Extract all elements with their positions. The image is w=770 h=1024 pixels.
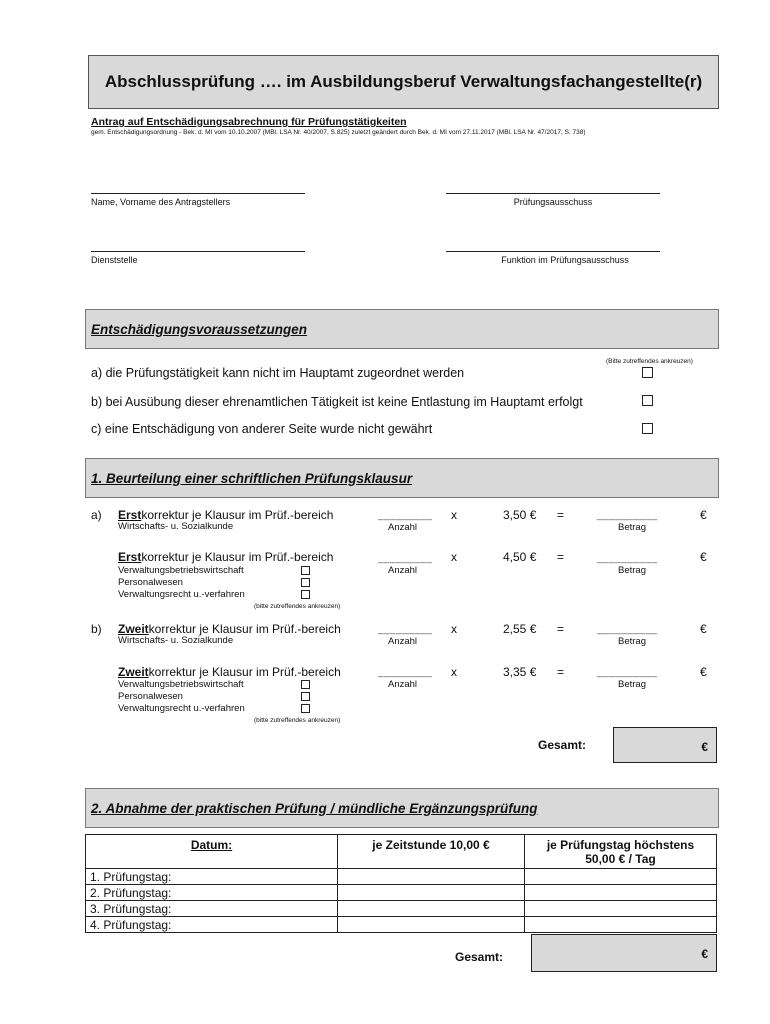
table-row <box>86 901 717 917</box>
row-label-4[interactable]: 4. Prüfungstag: <box>86 917 338 933</box>
anzahl-input-2[interactable]: _________ <box>378 553 433 564</box>
anzahl-input-3[interactable]: _________ <box>378 624 433 635</box>
tag-cell-4[interactable] <box>525 917 717 933</box>
betrag-label-1: Betrag <box>618 522 646 533</box>
table-row <box>86 917 717 933</box>
area-recht-1: Verwaltungsrecht u.-verfahren <box>118 589 245 600</box>
checkbox-personal-1[interactable] <box>301 578 310 587</box>
row-label-3[interactable]: 3. Prüfungstag: <box>86 901 338 917</box>
ausschuss-line[interactable] <box>446 193 660 194</box>
betrag-input-2[interactable]: __________ <box>597 553 658 564</box>
section2-header <box>85 788 719 828</box>
area-vbw-2: Verwaltungsbetriebswirtschaft <box>118 679 244 690</box>
equals-3: = <box>557 622 565 636</box>
anzahl-label-1: Anzahl <box>388 522 418 533</box>
anzahl-label-4: Anzahl <box>388 679 418 690</box>
anzahl-label-2: Anzahl <box>388 565 418 576</box>
pruefungstag-table <box>85 834 717 933</box>
section1-header <box>85 458 719 498</box>
section2-gesamt-field[interactable]: € <box>531 934 717 972</box>
checkbox-vbw-2[interactable] <box>301 680 310 689</box>
anzahl-input-4[interactable]: _________ <box>378 667 433 678</box>
row-label-2[interactable]: 2. Prüfungstag: <box>86 885 338 901</box>
ankreuzen-hint-2: (bitte zutreffendes ankreuzen) <box>254 717 341 724</box>
section2-gesamt-label: Gesamt: <box>455 950 504 964</box>
voraussetzungen-header <box>85 309 719 349</box>
voraussetzungen-title: Entschädigungsvoraussetzungen <box>91 321 308 337</box>
name-line[interactable] <box>91 193 305 194</box>
times-4: x <box>451 665 457 679</box>
area-wiso-2: Wirtschafts- u. Sozialkunde <box>118 635 234 646</box>
form-title: Abschlussprüfung …. im Ausbildungsberuf Verwaltungsfachangestellte(r) <box>88 55 719 109</box>
erstkorrektur-wiso-title: Erstkorrektur je Klausur im Prüf.-bereich <box>118 508 334 522</box>
betrag-label-3: Betrag <box>618 636 646 647</box>
checkbox-condition-c[interactable] <box>642 423 653 434</box>
tag-cell-1[interactable] <box>525 869 717 885</box>
erstkorrektur-fach-title: Erstkorrektur je Klausur im Prüf.-bereich <box>118 550 334 564</box>
dienststelle-label: Dienststelle <box>91 255 138 265</box>
funktion-label: Funktion im Prüfungsausschuss <box>501 255 629 265</box>
funktion-line[interactable] <box>446 251 660 252</box>
ausschuss-label: Prüfungsausschuss <box>513 197 593 207</box>
checkbox-recht-1[interactable] <box>301 590 310 599</box>
tag-cell-3[interactable] <box>525 901 717 917</box>
betrag-input-1[interactable]: __________ <box>597 510 658 521</box>
betrag-label-4: Betrag <box>618 679 646 690</box>
area-vbw-1: Verwaltungsbetriebswirtschaft <box>118 565 244 576</box>
label-b: b) <box>91 622 102 636</box>
section1-gesamt-field[interactable]: € <box>613 727 717 763</box>
rate-3: 2,55 € <box>503 622 537 636</box>
section2-title: 2. Abnahme der praktischen Prüfung / mündliche Ergänzungsprüfung <box>91 800 538 816</box>
checkbox-recht-2[interactable] <box>301 704 310 713</box>
ankreuzen-hint-1: (bitte zutreffendes ankreuzen) <box>254 603 341 610</box>
anzahl-label-3: Anzahl <box>388 636 418 647</box>
rate-2: 4,50 € <box>503 550 537 564</box>
tag-cell-2[interactable] <box>525 885 717 901</box>
table-row <box>86 885 717 901</box>
area-recht-2: Verwaltungsrecht u.-verfahren <box>118 703 245 714</box>
label-a: a) <box>91 508 102 522</box>
zeit-cell-1[interactable] <box>338 869 525 885</box>
condition-b: b) bei Ausübung dieser ehrenamtlichen Tätigkeit ist keine Entlastung im Hauptamt erfolgt <box>91 395 583 409</box>
area-wiso: Wirtschafts- u. Sozialkunde <box>118 521 234 532</box>
area-personal-2: Personalwesen <box>118 691 183 702</box>
col-pruefungstag: je Prüfungstag höchstens 50,00 € / Tag <box>525 835 717 869</box>
euro-1: € <box>700 508 707 522</box>
legal-reference: gem. Entschädigungsordnung - Bek. d. MI vom 10.10.2007 (MBl. LSA Nr. 40/2007, S.825) zuletzt geändert durch Bek. d. MI vom 27.11.2017 (MBl. LSA Nr. 47/2017, S. 738) <box>91 129 586 136</box>
anzahl-input-1[interactable]: _________ <box>378 510 433 521</box>
col-datum: Datum: <box>86 835 338 869</box>
area-personal-1: Personalwesen <box>118 577 183 588</box>
rate-1: 3,50 € <box>503 508 537 522</box>
euro-2: € <box>700 550 707 564</box>
dienststelle-line[interactable] <box>91 251 305 252</box>
euro-3: € <box>700 622 707 636</box>
section1-gesamt-label: Gesamt: <box>538 738 587 752</box>
zeit-cell-2[interactable] <box>338 885 525 901</box>
zeit-cell-4[interactable] <box>338 917 525 933</box>
equals-4: = <box>557 665 565 679</box>
checkbox-condition-a[interactable] <box>642 367 653 378</box>
euro-4: € <box>700 665 707 679</box>
checkbox-personal-2[interactable] <box>301 692 310 701</box>
zweitkorrektur-wiso-title: Zweitkorrektur je Klausur im Prüf.-bereich <box>118 622 341 636</box>
times-2: x <box>451 550 457 564</box>
equals-1: = <box>557 508 565 522</box>
table-row <box>86 869 717 885</box>
row-label-1[interactable]: 1. Prüfungstag: <box>86 869 338 885</box>
rate-4: 3,35 € <box>503 665 537 679</box>
condition-c: c) eine Entschädigung von anderer Seite wurde nicht gewährt <box>91 422 433 436</box>
col-zeitstunde: je Zeitstunde 10,00 € <box>338 835 525 869</box>
times-1: x <box>451 508 457 522</box>
section1-title: 1. Beurteilung einer schriftlichen Prüfungsklausur <box>91 470 413 486</box>
zweitkorrektur-fach-title: Zweitkorrektur je Klausur im Prüf.-bereich <box>118 665 341 679</box>
times-3: x <box>451 622 457 636</box>
betrag-input-4[interactable]: __________ <box>597 667 658 678</box>
checkbox-condition-b[interactable] <box>642 395 653 406</box>
betrag-label-2: Betrag <box>618 565 646 576</box>
antrag-heading: Antrag auf Entschädigungsabrechnung für Prüfungstätigkeiten <box>91 116 407 128</box>
betrag-input-3[interactable]: __________ <box>597 624 658 635</box>
voraussetzungen-hint: (Bitte zutreffendes ankreuzen) <box>606 358 693 365</box>
name-label: Name, Vorname des Antragstellers <box>91 197 231 207</box>
equals-2: = <box>557 550 565 564</box>
zeit-cell-3[interactable] <box>338 901 525 917</box>
checkbox-vbw-1[interactable] <box>301 566 310 575</box>
condition-a: a) die Prüfungstätigkeit kann nicht im Hauptamt zugeordnet werden <box>91 366 465 380</box>
